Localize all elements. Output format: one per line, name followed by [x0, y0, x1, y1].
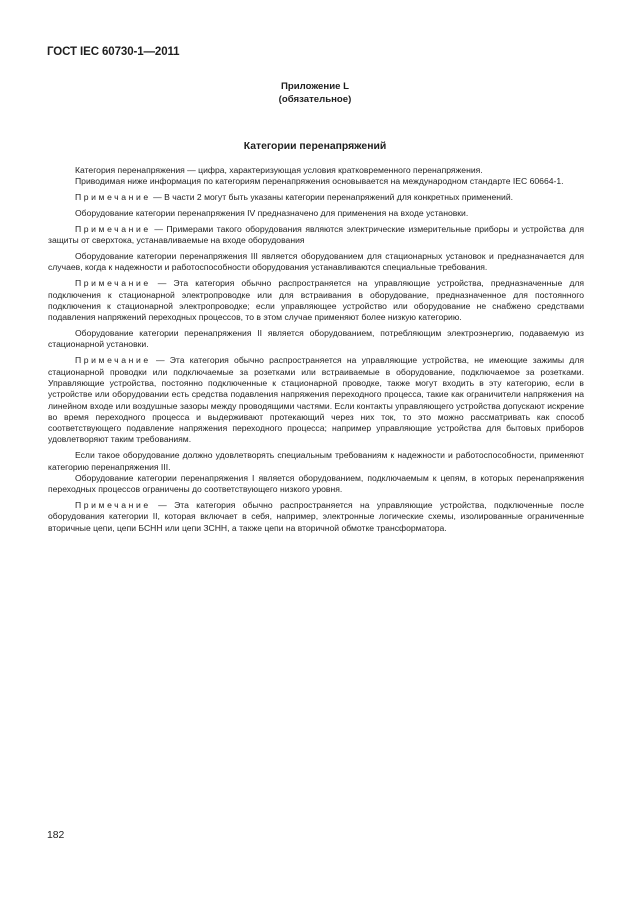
paragraph-text: — Эта категория обычно распространяется на управляющие устройства, не имеющие зажимы для стационарной проводки или подключаемые за розетками или встраиваемые в оборудование, подключаемое за розетками. Управляющие устройства, постоянно подключенные к стационарной проводке, также могут входить в эту категорию, если в устройстве или оборудовании есть средства подавления напряжения переходного процесса, такие как ограничители напряжения на линейном входе или воздушные зазоры между проводящими частями. Если контакты управляющего устройства допускают искрение во время переходного процесса и выдерживают протекающий через них ток, то это можно рассматривать как способ соответствующего подавление напряжения переходного процесса; например управляющие устройства для бытовых приборов удовлетворяют таким требованиям.	[48, 355, 584, 445]
note-paragraph	[48, 192, 584, 203]
paragraph-text: Приводимая ниже информация по категориям перенапряжения основывается на международном стандарте IEC 60664-1.	[75, 176, 564, 187]
note-paragraph	[48, 278, 584, 323]
note-label: Примечание	[75, 278, 151, 289]
section-title: Категории перенапряжений	[243, 141, 387, 152]
note-label: Примечание	[75, 223, 151, 234]
paragraph-text: Оборудование категории перенапряжения III является оборудованием для стационарных установок и предназначается для случаев, когда к надежности и работоспособности оборудования устанавливаются специальные требования.	[48, 251, 584, 273]
paragraph-text: Оборудование категории перенапряжения II является оборудованием, потребляющим электроэнергию, подаваемую из стационарной установки.	[48, 328, 584, 350]
note-label: Примечание	[75, 500, 151, 511]
paragraph	[48, 208, 584, 219]
note-paragraph	[48, 500, 584, 534]
appendix-heading	[0, 80, 630, 106]
paragraph	[48, 251, 584, 274]
note-label: Примечание	[75, 355, 151, 366]
appendix-subtitle: (обязательное)	[278, 94, 352, 105]
page-number: 182	[47, 830, 65, 841]
note-paragraph	[48, 224, 584, 247]
paragraph	[48, 328, 584, 351]
document-header: ГОСТ IEC 60730-1—2011	[47, 46, 180, 58]
document-body	[48, 165, 584, 539]
paragraph-text: Оборудование категории перенапряжения I является оборудованием, подключаемым к цепям, в которых перенапряжения переходных процессов ограничены до соответствующего низкого уровня.	[48, 472, 584, 495]
paragraph	[48, 450, 584, 473]
paragraph-text: — Примерами такого оборудования являются электрические измерительные приборы и устройства для защиты от сверхтока, устанавливаемые на входе оборудования	[48, 223, 584, 246]
note-label: Примечание	[75, 192, 151, 203]
note-paragraph	[48, 355, 584, 445]
paragraph	[48, 165, 584, 176]
paragraph-text: Если такое оборудование должно удовлетворять специальным требованиям к надежности и работоспособности, применяют категорию перенапряжения III.	[48, 450, 584, 472]
paragraph-text: — В части 2 могут быть указаны категории перенапряжений для конкретных применений.	[150, 192, 514, 203]
paragraph-text: — Эта категория обычно распространяется на управляющие устройства, предназначенные для подключения к стационарной электропроводке или для встраивания в оборудование, предназначенное для постоянного подключения к стационарной электропроводке; если управляющее устройство или оборудование не снабжено средствами подавления напряжений переходных процессов, то в этом случае применяют более низкую категорию.	[48, 278, 584, 323]
paragraph-text: — Эта категория обычно распространяется на управляющие устройства, подключенные после оборудования категории II, которая включает в себя, например, электронные логические схемы, изолированные ограниченные вторичные цепи, цепи БСНН или цепи ЗСНН, а также цепи на вторичной обмотке трансформатора.	[48, 500, 584, 533]
paragraph	[48, 473, 584, 496]
appendix-title: Приложение L	[281, 81, 349, 92]
paragraph-text: Оборудование категории перенапряжения IV предназначено для применения на входе установки.	[75, 208, 469, 219]
paragraph	[48, 176, 584, 187]
paragraph-text: Категория перенапряжения — цифра, характеризующая условия кратковременного перенапряжения.	[75, 165, 483, 175]
